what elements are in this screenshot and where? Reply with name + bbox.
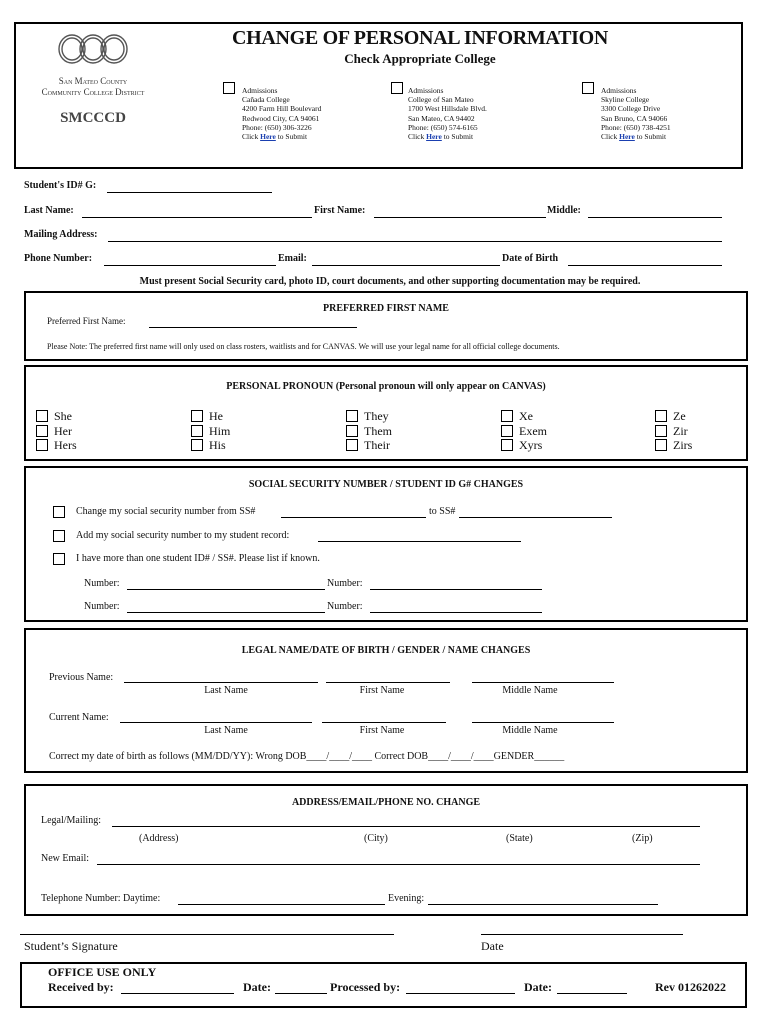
student-signature-label: Student’s Signature bbox=[24, 939, 118, 953]
last-name-label: Last Name: bbox=[24, 205, 74, 216]
number-label: Number: bbox=[327, 578, 363, 589]
skyline-submit-link[interactable]: Here bbox=[619, 132, 635, 142]
last-name-caption: Last Name bbox=[204, 725, 248, 736]
previous-first-name-field[interactable] bbox=[326, 682, 450, 683]
pronoun-option[interactable]: Zirs bbox=[655, 438, 692, 453]
office-use-title: OFFICE USE ONLY bbox=[48, 965, 157, 979]
pronoun-option[interactable]: Xyrs bbox=[501, 438, 547, 453]
college-skyline-info: Admissions Skyline College 3300 College Drive San Bruno, CA 94066 Phone: (650) 738-4251 Click Here to Submit bbox=[601, 86, 671, 142]
pronoun-checkbox[interactable] bbox=[191, 410, 203, 422]
multiple-id-label: I have more than one student ID# / SS#. Please list if known. bbox=[76, 553, 320, 564]
pronoun-option[interactable]: She bbox=[36, 409, 77, 424]
pronoun-option[interactable]: Him bbox=[191, 424, 230, 439]
student-id-label: Student's ID# G: bbox=[24, 180, 97, 191]
office-date-field-1[interactable] bbox=[275, 993, 327, 994]
pronoun-checkbox[interactable] bbox=[36, 425, 48, 437]
pronoun-option[interactable]: Ze bbox=[655, 409, 692, 424]
preferred-name-title: PREFERRED FIRST NAME bbox=[323, 303, 449, 314]
mailing-address-label: Mailing Address: bbox=[24, 229, 98, 240]
dob-label: Date of Birth bbox=[502, 253, 559, 264]
add-ssn-field[interactable] bbox=[318, 541, 521, 542]
processed-by-label: Processed by: bbox=[330, 980, 401, 994]
documentation-notice: Must present Social Security card, photo ID, court documents, and other supporting documentation may be required. bbox=[139, 276, 641, 287]
phone-number-field[interactable] bbox=[104, 265, 276, 266]
canada-submit-link[interactable]: Here bbox=[260, 132, 276, 142]
college-skyline-checkbox[interactable] bbox=[582, 82, 594, 94]
district-name-line1: San Mateo County bbox=[58, 76, 128, 86]
preferred-name-field[interactable] bbox=[149, 327, 357, 328]
to-ssn-label: to SS# bbox=[429, 506, 456, 517]
college-san-mateo-checkbox[interactable] bbox=[391, 82, 403, 94]
new-email-field[interactable] bbox=[97, 864, 700, 865]
number-label: Number: bbox=[327, 601, 363, 612]
pronoun-option[interactable]: Exem bbox=[501, 424, 547, 439]
add-ssn-checkbox[interactable] bbox=[53, 530, 65, 542]
pronoun-group-xe bbox=[501, 409, 547, 453]
pronoun-checkbox[interactable] bbox=[655, 439, 667, 451]
state-caption: (State) bbox=[506, 833, 533, 844]
received-by-field[interactable] bbox=[121, 993, 234, 994]
district-name-line2: Community College District bbox=[41, 87, 145, 97]
pronoun-checkbox[interactable] bbox=[501, 410, 513, 422]
pronoun-group-she bbox=[36, 409, 77, 453]
signature-date-field[interactable] bbox=[481, 934, 683, 935]
pronoun-checkbox[interactable] bbox=[346, 439, 358, 451]
san-mateo-submit-link[interactable]: Here bbox=[426, 132, 442, 142]
student-signature-field[interactable] bbox=[20, 934, 394, 935]
college-canada-checkbox[interactable] bbox=[223, 82, 235, 94]
dob-gender-correction[interactable]: Correct my date of birth as follows (MM/DD/YY): Wrong DOB____/____/____ Correct DOB____/____/____GENDER______ bbox=[49, 751, 565, 762]
student-id-field[interactable] bbox=[107, 192, 272, 193]
previous-name-label: Previous Name: bbox=[49, 672, 114, 683]
email-label: Email: bbox=[278, 253, 307, 264]
ssn-title: SOCIAL SECURITY NUMBER / STUDENT ID G# CHANGES bbox=[248, 479, 524, 490]
previous-middle-name-field[interactable] bbox=[472, 682, 614, 683]
pronoun-checkbox[interactable] bbox=[191, 439, 203, 451]
pronoun-checkbox[interactable] bbox=[501, 439, 513, 451]
first-name-caption: First Name bbox=[359, 685, 405, 696]
pronoun-option[interactable]: Them bbox=[346, 424, 392, 439]
daytime-phone-field[interactable] bbox=[178, 904, 385, 905]
signature-date-label: Date bbox=[481, 939, 504, 953]
pronoun-option[interactable]: Her bbox=[36, 424, 77, 439]
middle-name-field[interactable] bbox=[588, 217, 722, 218]
first-name-label: First Name: bbox=[314, 205, 366, 216]
revision-number: Rev 01262022 bbox=[655, 980, 726, 994]
current-last-name-field[interactable] bbox=[120, 722, 312, 723]
change-ssn-checkbox[interactable] bbox=[53, 506, 65, 518]
current-first-name-field[interactable] bbox=[322, 722, 446, 723]
district-logo bbox=[54, 32, 132, 66]
phone-number-label: Phone Number: bbox=[24, 253, 93, 264]
pronoun-group-ze bbox=[655, 409, 692, 453]
pronoun-option[interactable]: They bbox=[346, 409, 392, 424]
office-date-field-2[interactable] bbox=[557, 993, 627, 994]
last-name-caption: Last Name bbox=[204, 685, 248, 696]
middle-name-caption: Middle Name bbox=[502, 685, 558, 696]
evening-phone-field[interactable] bbox=[428, 904, 658, 905]
number-field-3[interactable] bbox=[127, 612, 325, 613]
pronoun-checkbox[interactable] bbox=[346, 410, 358, 422]
preferred-name-note: Please Note: The preferred first name will only used on class rosters, waitlists and for CANVAS. We will use your legal name for all official college documents. bbox=[47, 342, 560, 351]
number-field-1[interactable] bbox=[127, 589, 325, 590]
add-ssn-label: Add my social security number to my student record: bbox=[76, 530, 290, 541]
number-label: Number: bbox=[84, 578, 120, 589]
pronoun-option[interactable]: He bbox=[191, 409, 230, 424]
pronoun-option[interactable]: Zir bbox=[655, 424, 692, 439]
current-name-label: Current Name: bbox=[49, 712, 109, 723]
pronoun-checkbox[interactable] bbox=[655, 410, 667, 422]
multiple-id-checkbox[interactable] bbox=[53, 553, 65, 565]
new-ssn-field[interactable] bbox=[459, 517, 612, 518]
pronoun-checkbox[interactable] bbox=[36, 439, 48, 451]
daytime-phone-label: Telephone Number: Daytime: bbox=[41, 893, 161, 904]
received-by-label: Received by: bbox=[48, 980, 114, 994]
pronoun-option[interactable]: His bbox=[191, 438, 230, 453]
college-canada-info: Admissions Cañada College 4200 Farm Hill Boulevard Redwood City, CA 94061 Phone: (650) 306-3226 Click Here to Submit bbox=[242, 86, 322, 142]
office-date-label-1: Date: bbox=[243, 980, 271, 994]
number-label: Number: bbox=[84, 601, 120, 612]
pronoun-checkbox[interactable] bbox=[655, 425, 667, 437]
city-caption: (City) bbox=[364, 833, 388, 844]
dob-field[interactable] bbox=[568, 265, 722, 266]
email-field[interactable] bbox=[312, 265, 500, 266]
pronoun-option[interactable]: Xe bbox=[501, 409, 547, 424]
old-ssn-field[interactable] bbox=[281, 517, 426, 518]
pronoun-group-he bbox=[191, 409, 230, 453]
pronoun-group-they bbox=[346, 409, 392, 453]
change-ssn-label: Change my social security number from SS# bbox=[76, 506, 256, 517]
legal-mailing-label: Legal/Mailing: bbox=[41, 815, 101, 826]
previous-last-name-field[interactable] bbox=[124, 682, 318, 683]
new-email-label: New Email: bbox=[41, 853, 90, 864]
evening-phone-label: Evening: bbox=[388, 893, 425, 904]
mailing-address-field[interactable] bbox=[108, 241, 722, 242]
form-title: CHANGE OF PERSONAL INFORMATION bbox=[231, 27, 609, 49]
form-subtitle: Check Appropriate College bbox=[344, 51, 496, 66]
address-caption: (Address) bbox=[139, 833, 179, 844]
first-name-caption: First Name bbox=[359, 725, 405, 736]
zip-caption: (Zip) bbox=[632, 833, 653, 844]
legal-name-title: LEGAL NAME/DATE OF BIRTH / GENDER / NAME CHANGES bbox=[241, 645, 531, 656]
current-middle-name-field[interactable] bbox=[472, 722, 614, 723]
middle-name-caption: Middle Name bbox=[502, 725, 558, 736]
legal-mailing-field[interactable] bbox=[112, 826, 700, 827]
last-name-field[interactable] bbox=[82, 217, 312, 218]
pronoun-checkbox[interactable] bbox=[36, 410, 48, 422]
preferred-name-label: Preferred First Name: bbox=[47, 316, 126, 326]
pronoun-title: PERSONAL PRONOUN (Personal pronoun will only appear on CANVAS) bbox=[226, 381, 546, 392]
processed-by-field[interactable] bbox=[406, 993, 515, 994]
pronoun-checkbox[interactable] bbox=[501, 425, 513, 437]
number-field-2[interactable] bbox=[370, 589, 542, 590]
pronoun-checkbox[interactable] bbox=[191, 425, 203, 437]
district-abbr: SMCCCD bbox=[60, 110, 126, 126]
pronoun-checkbox[interactable] bbox=[346, 425, 358, 437]
pronoun-option[interactable]: Hers bbox=[36, 438, 77, 453]
first-name-field[interactable] bbox=[374, 217, 546, 218]
middle-name-label: Middle: bbox=[547, 205, 581, 216]
college-san-mateo-info: Admissions College of San Mateo 1700 West Hillsdale Blvd. San Mateo, CA 94402 Phone: (650) 574-6165 Click Here to Submit bbox=[408, 86, 487, 142]
office-date-label-2: Date: bbox=[524, 980, 552, 994]
number-field-4[interactable] bbox=[370, 612, 542, 613]
address-title: ADDRESS/EMAIL/PHONE NO. CHANGE bbox=[291, 797, 481, 808]
pronoun-option[interactable]: Their bbox=[346, 438, 392, 453]
